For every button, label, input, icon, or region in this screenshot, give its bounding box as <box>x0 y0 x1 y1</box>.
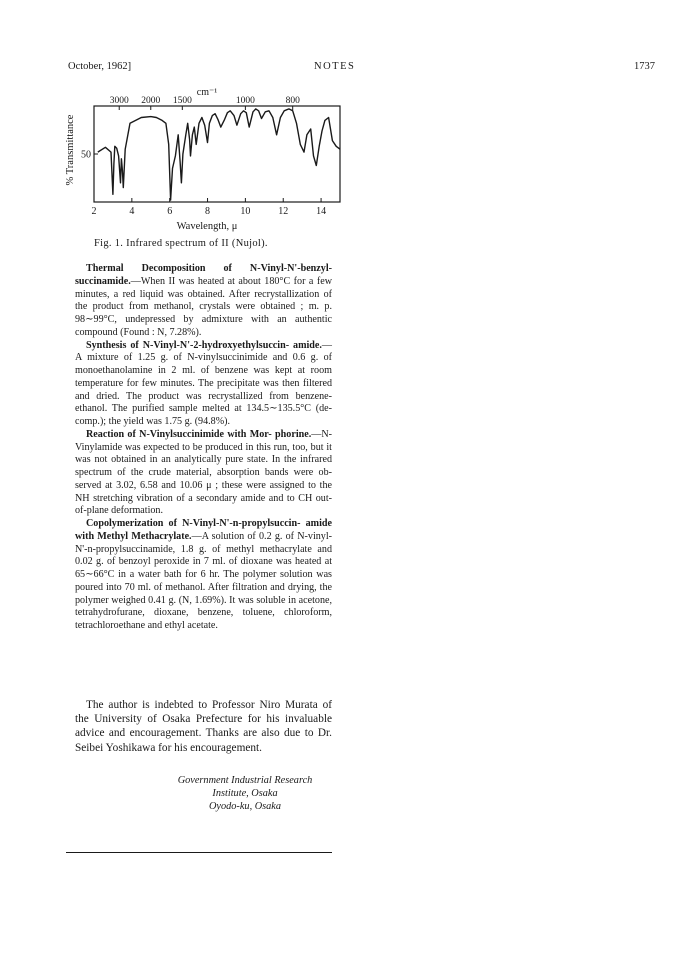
plot-frame <box>94 106 340 202</box>
y-tick-label: 50 <box>81 149 91 161</box>
x-axis-label: Wavelength, μ <box>176 221 238 232</box>
affiliation-line-1: Government Industrial Research <box>177 775 313 786</box>
section-text: —N-Vinylamide was expected to be produced in this run, too, but it was not obtained in an analytically pure state. In the infrared spectrum of the crude material, absorption bands were ob- served at 3.02, 6.58 and 10.06 μ ; these were assigned to the NH stretching vibration of a secondary amide and to CH out-of-plane deformation. <box>75 428 332 517</box>
section-title: Copolymerization of N-Vinyl-N'-n-propylsuccin- amide with Methyl Methacrylate. <box>75 518 332 542</box>
section-text: —A mixture of 1.25 g. of N-vinylsuccinimide and 0.6 g. of monoethanolamine in 2 ml. of benzene was kept at room temperature for few minutes. The precipitate was then filtered and dried. The product was recrystallized from benzene-ethanol. The purified sample melted at 134.5∼135.5°C (de- comp.); the yield was 1.75 g. (94.8%). <box>75 339 332 427</box>
article-body <box>75 263 332 633</box>
x2-tick-label: 1000 <box>235 96 255 106</box>
x-tick-label: 4 <box>129 206 135 217</box>
spectrum-series-line <box>98 109 340 200</box>
affiliation-line-2: Institute, Osaka <box>212 788 278 799</box>
running-header-date: October, 1962] <box>68 61 132 72</box>
figure-caption: Fig. 1. Infrared spectrum of II (Nujol). <box>94 238 268 249</box>
running-header-section: NOTES <box>314 61 356 72</box>
section-text: —A solution of 0.2 g. of N-vinyl-N'-n-propylsuccinamide, 1.8 g. of methyl methacrylate and 0.02 g. of benzoyl peroxide in 7 ml. of dioxane was heated at 65∼66°C in a water bath for 6 hr. The polymer solution was poured into 70 ml. of methanol. After filtration and drying, the polymer weighed 0.41 g. (N, 1.69%). It was soluble in acetone, tetrahydrofurane, dioxane, benzene, toluene, chloroform, tetrachloroethane and ethyl acetate. <box>75 530 333 631</box>
x-tick-label: 14 <box>316 206 327 217</box>
x-tick-label: 8 <box>205 206 211 217</box>
affiliation-line-3: Oyodo-ku, Osaka <box>208 801 282 812</box>
section-text: —When II was heated at about 180°C for a few minutes, a red liquid was obtained. After recrystallization of the product from methanol, crystals were obtained ; m. p. 98∼99°C, undepressed by admixture with an authentic compound (Found : N, 7.28%). <box>75 275 332 338</box>
section-copolymerization <box>75 518 332 633</box>
section-title: Reaction of N-Vinylsuccinimide with Mor- phorine. <box>86 428 312 440</box>
section-reaction-morpholine <box>75 429 332 518</box>
acknowledgment <box>75 698 332 755</box>
x-tick-label: 10 <box>240 206 251 217</box>
x-tick-label: 2 <box>91 206 97 217</box>
x2-tick-label: 2000 <box>141 96 161 106</box>
x2-axis-label: cm⁻¹ <box>196 87 218 98</box>
y-axis-label: % Transmittance <box>65 114 76 186</box>
section-thermal-decomposition <box>75 263 332 340</box>
author-affiliation <box>120 774 370 813</box>
end-rule-divider <box>66 852 332 853</box>
x2-tick-label: 800 <box>285 96 300 106</box>
section-title: Synthesis of N-Vinyl-N'-2-hydroxyethylsuccin- amide. <box>86 339 322 351</box>
page-number: 1737 <box>634 61 655 72</box>
x-tick-label: 6 <box>167 206 173 217</box>
x2-tick-label: 3000 <box>109 96 129 106</box>
acknowledgment-text: The author is indebted to Professor Niro Murata of the University of Osaka Prefecture for his invaluable advice and encouragement. Thanks are also due to Dr. Seibei Yoshikawa for his encouragement. <box>75 699 332 754</box>
section-synthesis <box>75 340 332 429</box>
x2-tick-label: 1500 <box>172 96 192 106</box>
ir-spectrum-chart <box>60 86 360 258</box>
x-tick-label: 12 <box>278 206 289 217</box>
section-title: Thermal Decomposition of N-Vinyl-N'-benzyl- succinamide. <box>75 263 332 287</box>
